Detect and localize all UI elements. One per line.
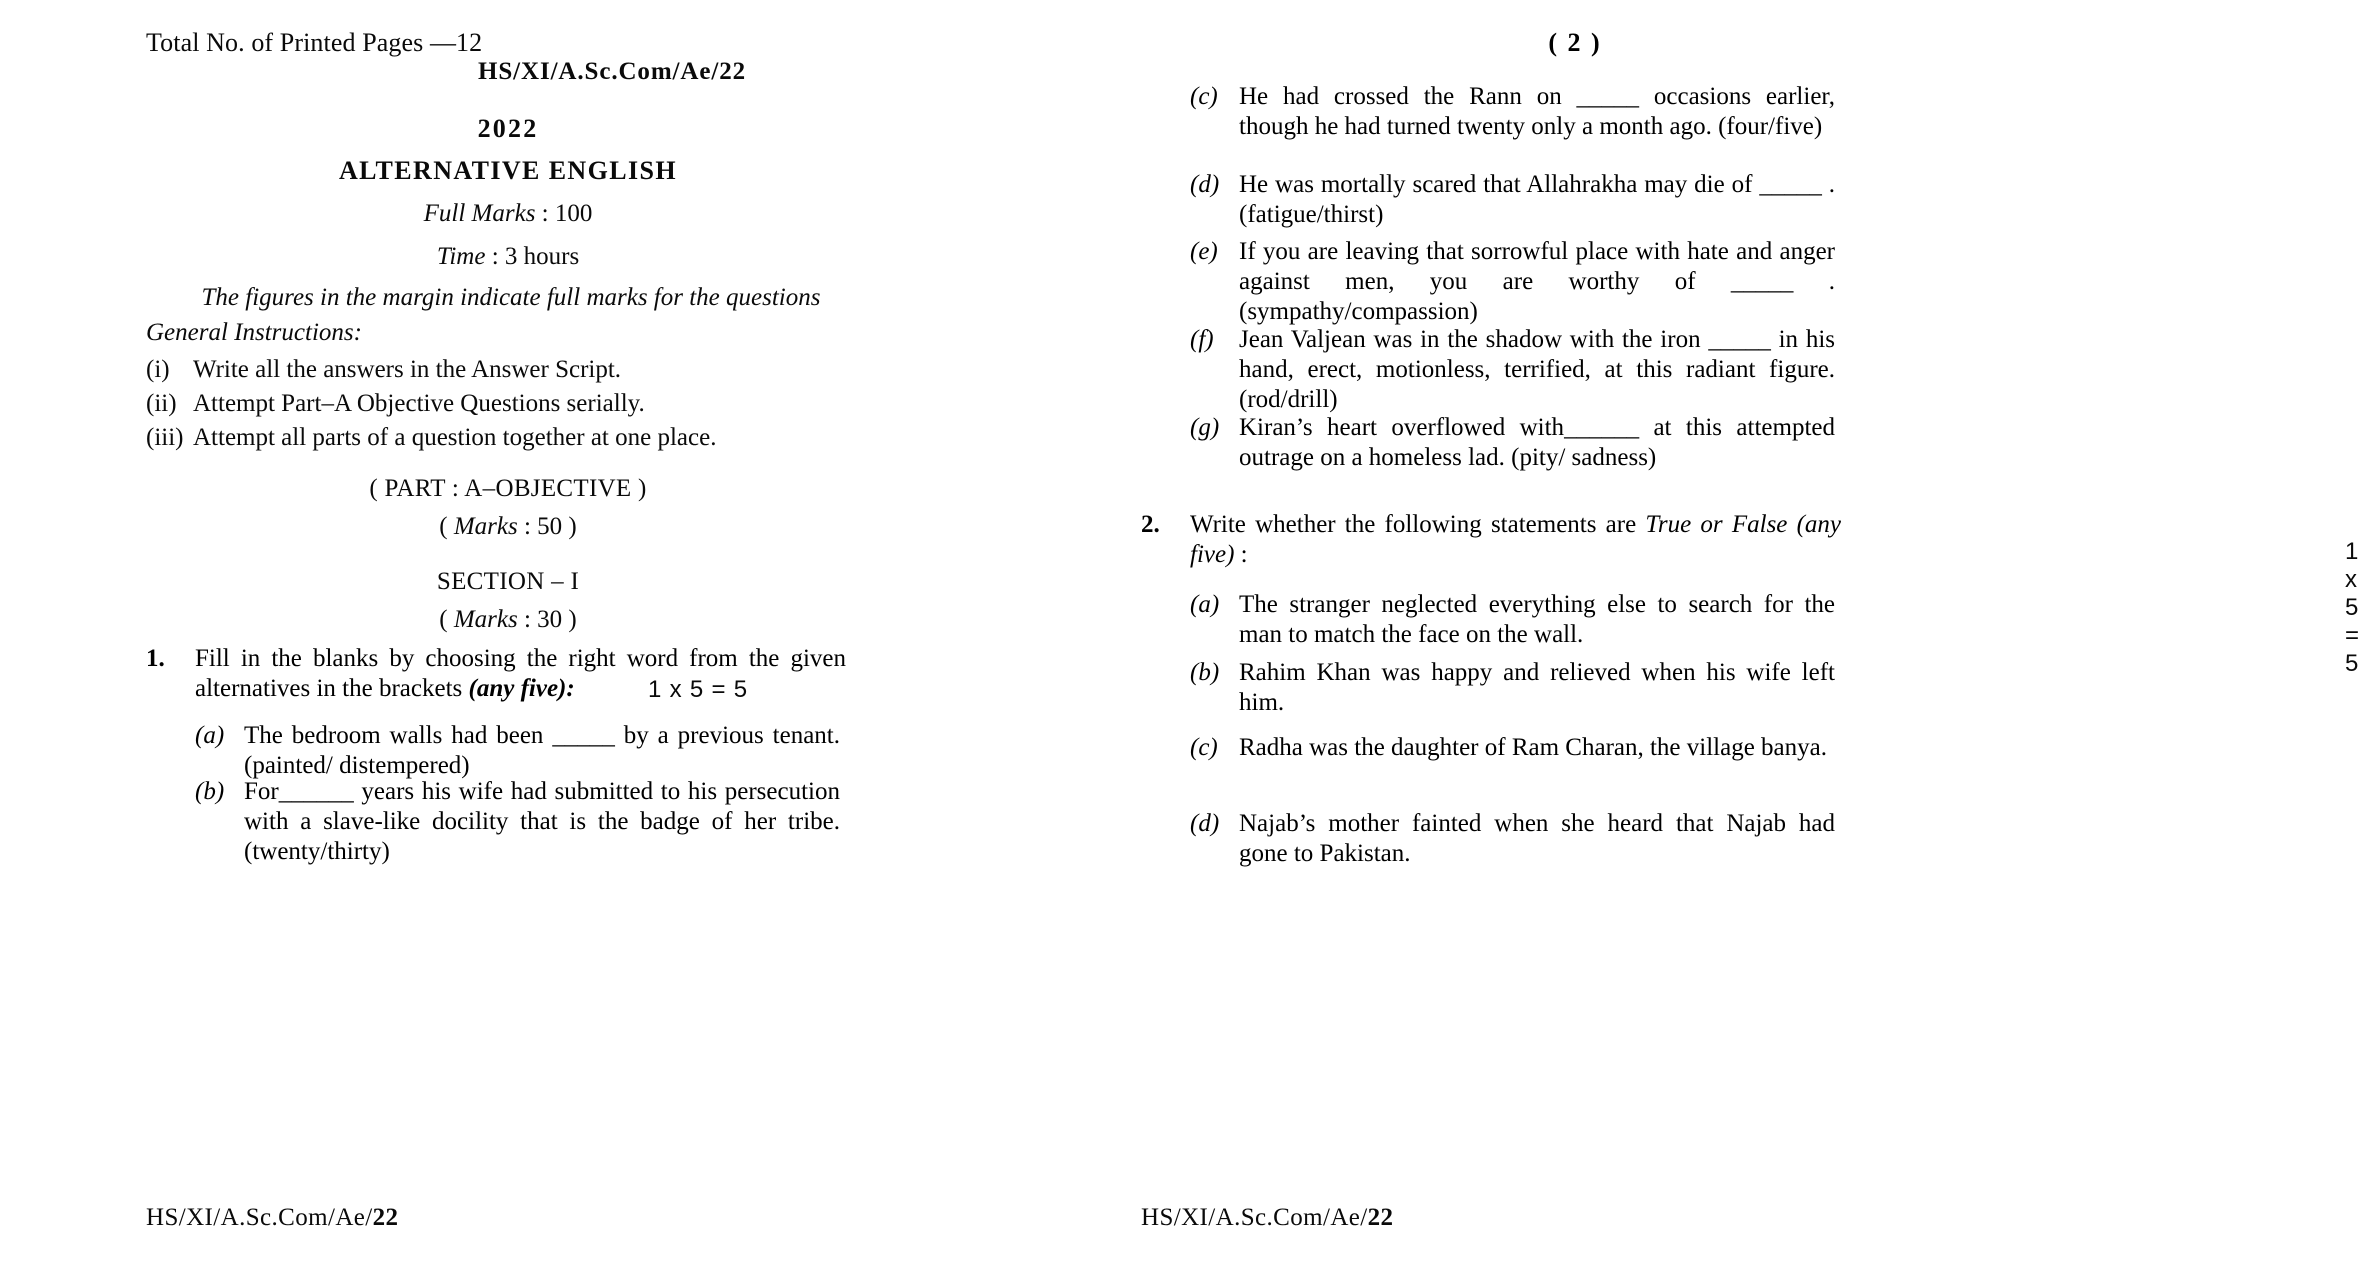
item-text [244,721,840,781]
item-text: Radha was the daughter of Ram Charan, the village banya. [1239,734,1828,761]
item-text-pre: He had crossed the Rann on [1239,83,1577,110]
part-heading: ( PART : A–OBJECTIVE ) [369,475,647,502]
full-marks-value: : 100 [535,200,593,227]
question-1-item-c [1190,82,1835,142]
general-instructions-list [146,355,906,457]
item-text: The stranger neglected everything else to search for the man to match the face on the wall. [1239,591,1835,648]
item-text-pre: Kiran’s heart overflowed with [1239,414,1565,441]
question-2-stem-italic-1: True or False [1645,511,1797,538]
item-text-pre: He was mortally scared that Allahrakha may die of [1239,171,1760,198]
question-2-item-c [1190,733,1835,763]
question-2-marks: 1 x 5 = 5 [2345,538,2360,677]
item-label: (g) [1190,414,1220,441]
section-marks-open: ( [439,606,454,633]
fill-blank: _____ [1759,171,1822,198]
item-text-post: by a previous tenant. (painted/ distempered) [244,722,841,779]
item-text [244,777,840,867]
item-text: Rahim Khan was happy and relieved when his wife left him. [1239,659,1835,716]
footer-code-number: 22 [372,1204,399,1231]
paper-code-header: HS/XI/A.Sc.Com/Ae/22 [478,58,746,85]
item-label: (d) [1190,810,1220,837]
fill-blank: _____ [552,722,615,749]
item-text-post: . (sympathy/compassion) [1239,268,1835,325]
item-text-post: at this attempted outrage on a homeless lad. (pity/ sadness) [1239,414,1836,471]
question-1-item-b [195,777,840,867]
full-marks-line [146,199,870,228]
page-right [1050,0,2360,1275]
question-2-stem-plain-1: Write whether the following statements are [1190,511,1646,538]
item-text-post: in his hand, erect, motionless, terrified, at this radiant figure. (rod/drill) [1239,326,1835,413]
question-1-item-a [195,721,840,781]
item-text-pre: The bedroom walls had been [244,722,553,749]
question-1-stem-plain: Fill in the blanks by choosing the right word from the given alternatives in the brackets [195,645,846,702]
instruction-item [146,423,906,452]
fill-blank: _____ [1730,268,1794,295]
question-2 [1141,510,1841,570]
item-label: (c) [1190,734,1218,761]
question-2-stem-plain-2: : [1234,541,1248,568]
item-text-post: years his wife had submitted to his persecution with a slave-like docility that is the badge of her tribe. (twenty/thirty) [244,778,840,865]
instruction-text: Attempt all parts of a question together at one place. [193,424,717,451]
full-marks-label: Full Marks [423,200,536,227]
item-label: (b) [195,778,225,805]
part-marks-value: : 50 ) [517,513,577,540]
question-2-item-b [1190,658,1835,718]
part-marks-open: ( [439,513,454,540]
section-marks [146,605,870,634]
printed-pages-note: Total No. of Printed Pages —12 [146,28,483,57]
section-marks-value: : 30 ) [517,606,577,633]
page-left [0,0,1050,1275]
time-label: Time [436,243,486,270]
item-label: (f) [1190,326,1214,353]
item-label: (e) [1190,238,1218,265]
question-1-item-g [1190,413,1835,473]
page-number: ( 2 ) [1548,28,1602,57]
item-text [1239,237,1835,327]
instruction-text: Attempt Part–A Objective Questions serially. [193,390,645,417]
item-label: (d) [1190,171,1220,198]
item-text: Najab’s mother fainted when she heard that Najab had gone to Pakistan. [1239,810,1835,867]
question-1-item-d [1190,170,1835,230]
item-label: (a) [195,722,225,749]
instruction-number: (i) [146,356,170,383]
time-line [146,242,870,271]
exam-subject: ALTERNATIVE ENGLISH [339,156,677,185]
fill-blank: ______ [1564,414,1640,441]
item-text-pre: For [244,778,279,805]
instruction-text: Write all the answers in the Answer Script. [193,356,622,383]
fill-blank: ______ [278,778,354,805]
item-text [1239,325,1835,415]
question-1-stem [195,644,846,704]
item-text-post: . (fatigue/thirst) [1239,171,1836,228]
question-1-item-e [1190,237,1835,327]
fill-blank: _____ [1708,326,1771,353]
item-text-post: occasions earlier, though he had turned twenty only a month ago. (four/five) [1239,83,1835,140]
section-marks-label: Marks [453,606,518,633]
question-1-stem-italic: (any five): [468,675,575,702]
instruction-item [146,355,906,384]
question-2-number: 2. [1141,511,1160,538]
item-text [1239,170,1835,230]
time-value: : 3 hours [485,243,580,270]
footer-code-prefix: HS/XI/A.Sc.Com/Ae/ [146,1204,373,1231]
item-label: (c) [1190,83,1218,110]
instruction-item [146,389,906,418]
figures-margin-note: The figures in the margin indicate full marks for the questions [201,284,821,311]
question-1-marks: 1 x 5 = 5 [648,676,748,703]
instruction-number: (iii) [146,424,184,451]
fill-blank: _____ [1576,83,1640,110]
footer-code-prefix: HS/XI/A.Sc.Com/Ae/ [1141,1204,1368,1231]
part-marks [146,512,870,541]
question-2-stem [1190,510,1841,570]
item-label: (a) [1190,591,1220,618]
general-instructions-title: General Instructions: [146,319,362,346]
item-text-pre: Jean Valjean was in the shadow with the iron [1239,326,1709,353]
item-label: (b) [1190,659,1220,686]
section-heading: SECTION – I [436,568,580,595]
exam-year: 2022 [477,114,539,143]
item-text [1239,413,1835,473]
footer-code-number: 22 [1367,1204,1394,1231]
footer-paper-code-right [1141,1203,1393,1232]
part-marks-label: Marks [453,513,518,540]
question-2-item-d [1190,809,1835,869]
question-1-number: 1. [146,645,165,672]
question-2-item-a [1190,590,1835,650]
instruction-number: (ii) [146,390,177,417]
item-text [1239,82,1835,142]
footer-paper-code-left [146,1203,398,1232]
question-2-stem-italic-2: (any five) [1190,511,1842,568]
item-text-pre: If you are leaving that sorrowful place with hate and anger against men, you are worthy of [1239,238,1835,295]
question-1-item-f [1190,325,1835,415]
